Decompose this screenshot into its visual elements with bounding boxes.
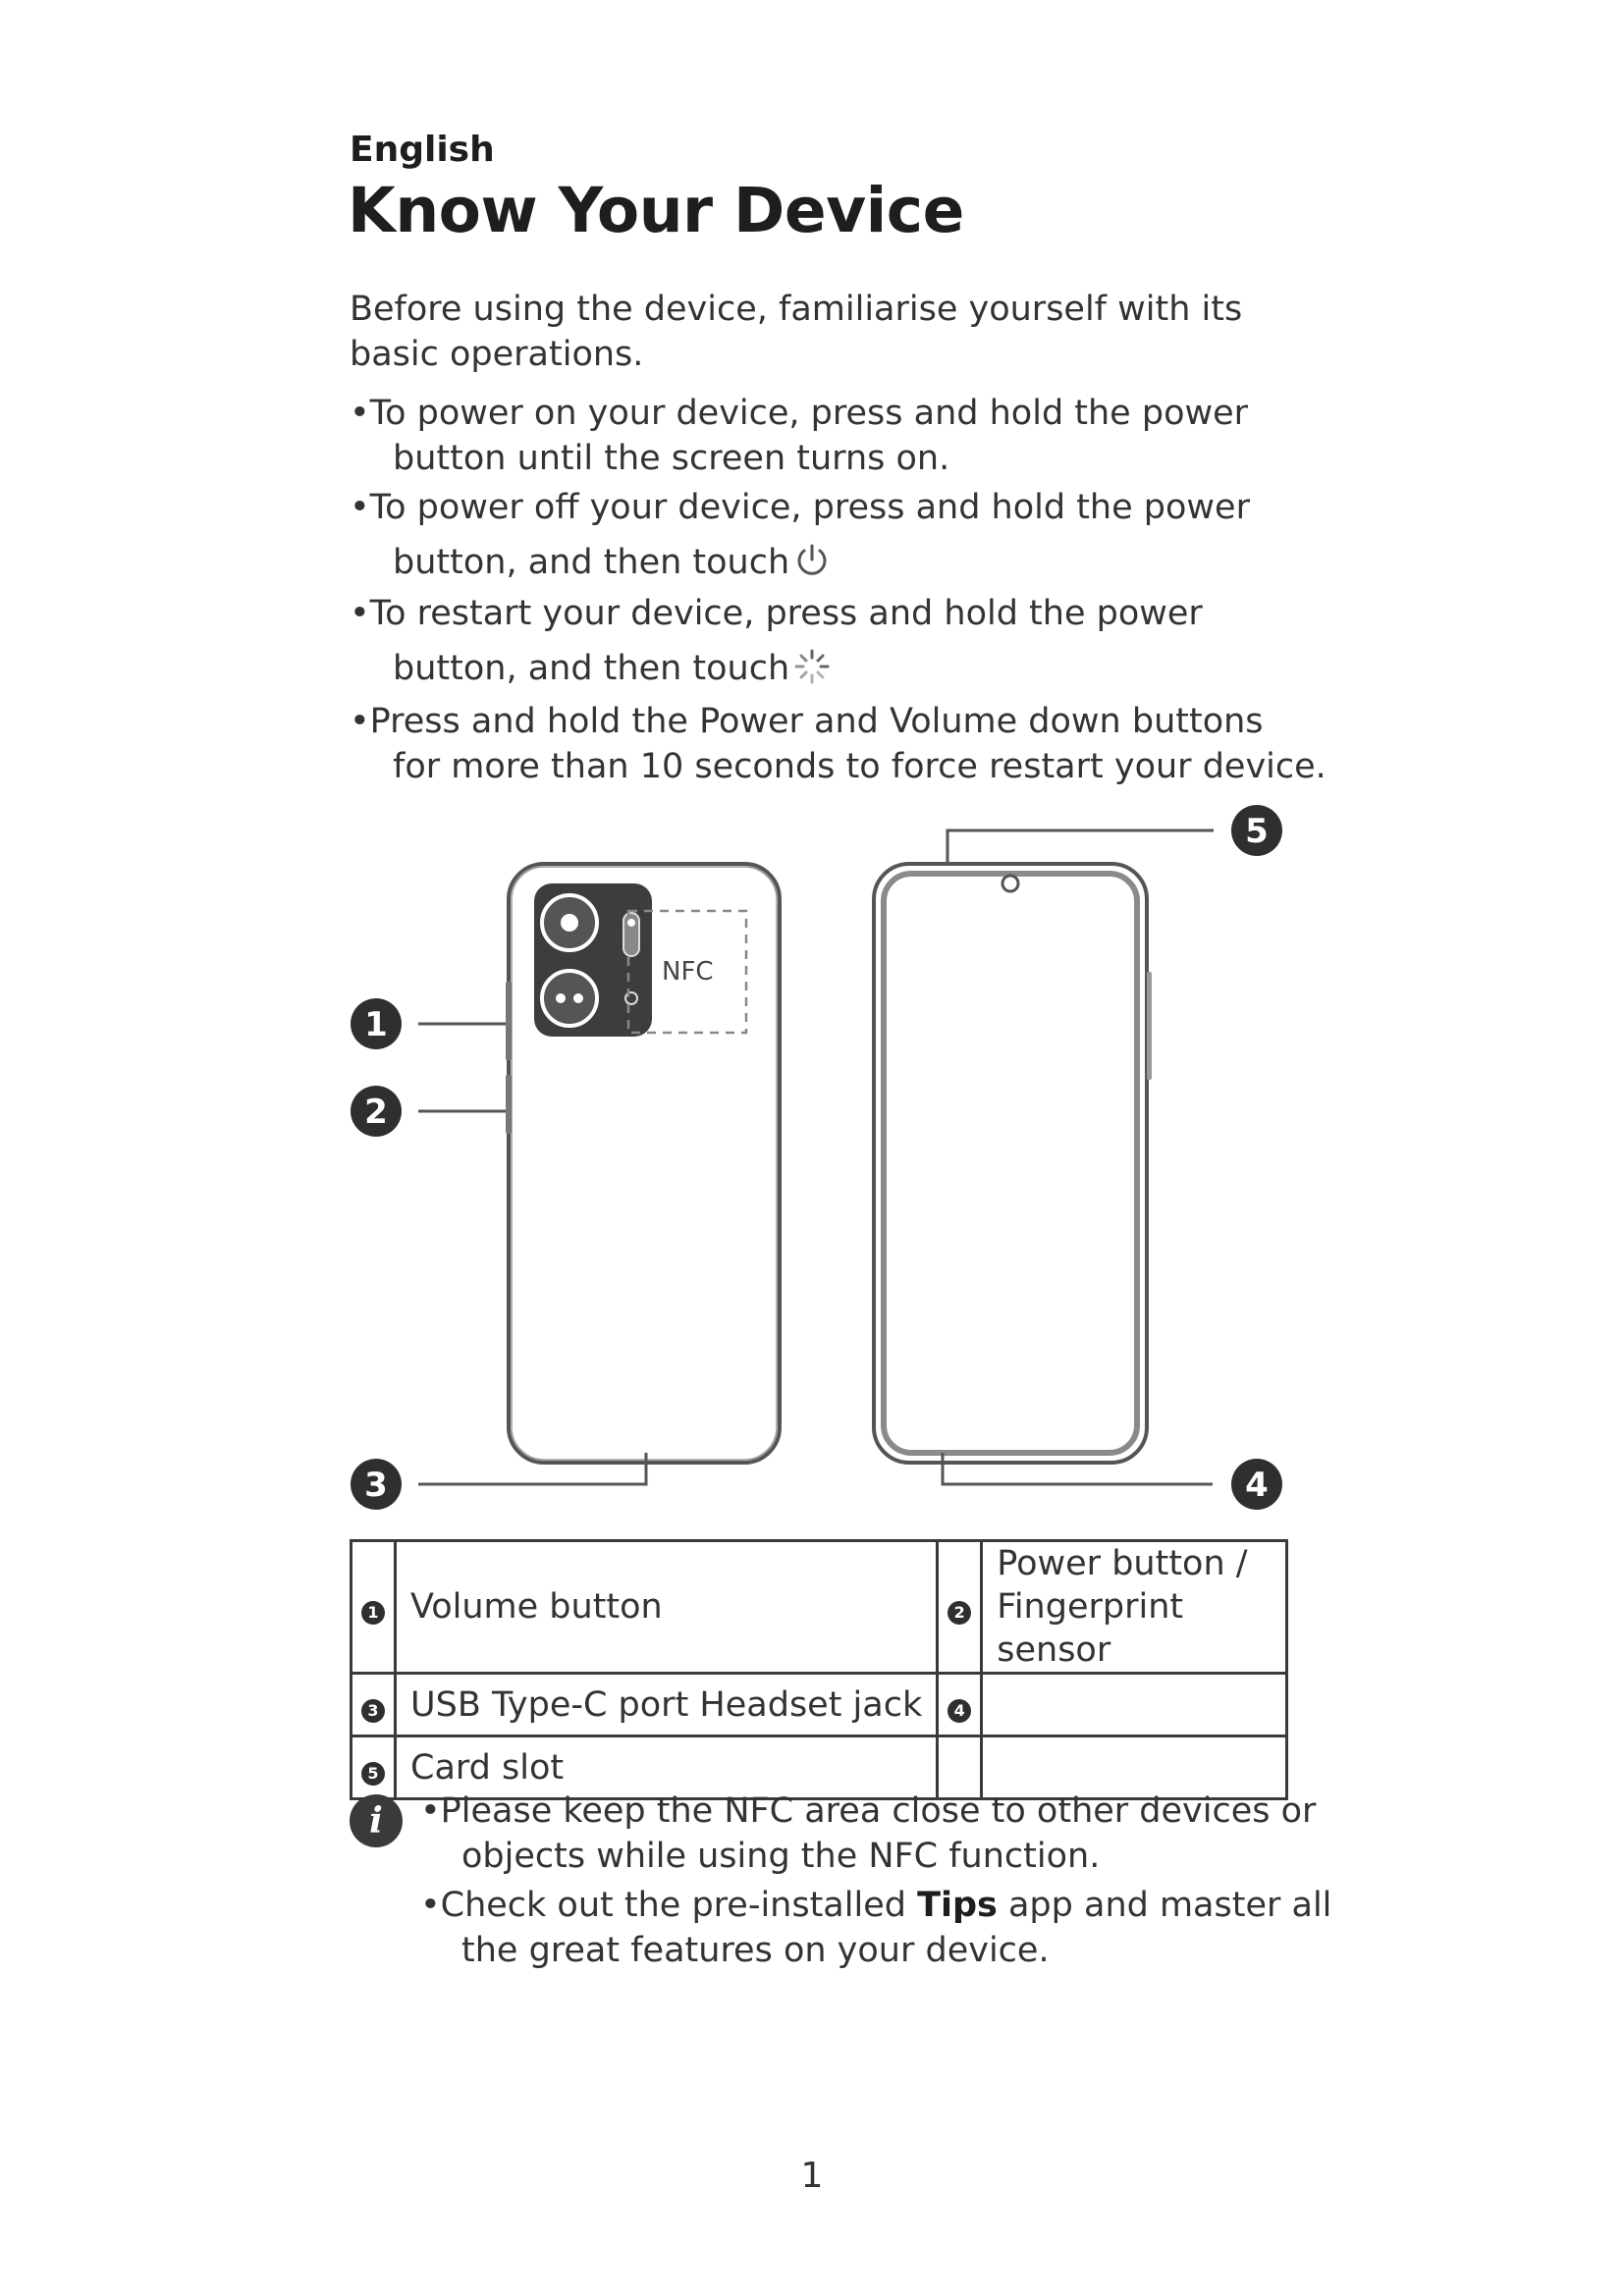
bullet-line: for more than 10 seconds to force restart your device. bbox=[393, 747, 1326, 786]
phone-front-view bbox=[874, 864, 1152, 1463]
part-label: Power button / Fingerprint sensor bbox=[982, 1541, 1287, 1674]
callout-5 bbox=[1231, 805, 1282, 856]
bullet-line: button, and then touch bbox=[393, 649, 790, 688]
parts-table bbox=[350, 1539, 1288, 1800]
device-diagram bbox=[334, 805, 1306, 1535]
note-line: objects while using the NFC function. bbox=[461, 1837, 1101, 1876]
bullet-line: •To power off your device, press and hold the power bbox=[350, 488, 1250, 527]
note-line: •Please keep the NFC area close to other devices or bbox=[420, 1791, 1317, 1831]
intro-paragraph: Before using the device, familiarise yourself with its basic operations. bbox=[350, 290, 1243, 374]
note-nfc bbox=[420, 1789, 1317, 1879]
phone-back-view bbox=[506, 864, 780, 1463]
svg-text:5: 5 bbox=[1245, 812, 1269, 851]
bullet-force-restart bbox=[350, 699, 1331, 789]
callout-2 bbox=[351, 1086, 402, 1137]
page-title: Know Your Device bbox=[348, 175, 964, 246]
part-label: Card slot bbox=[396, 1736, 938, 1799]
part-number: 5 bbox=[361, 1762, 385, 1786]
bullet-restart bbox=[350, 591, 1331, 697]
bullet-line: •Press and hold the Power and Volume down buttons bbox=[350, 702, 1264, 741]
part-label: USB Type-C port Headset jack bbox=[396, 1674, 938, 1736]
restart-icon bbox=[793, 648, 831, 697]
nfc-label: NFC bbox=[662, 957, 714, 987]
bullet-power-off bbox=[350, 485, 1331, 591]
svg-text:1: 1 bbox=[364, 1005, 388, 1044]
callout-1 bbox=[351, 998, 402, 1049]
page-number: 1 bbox=[800, 2156, 824, 2196]
bullet-line: button, and then touch bbox=[393, 543, 790, 582]
table-row bbox=[352, 1674, 1287, 1736]
part-label bbox=[982, 1674, 1287, 1736]
part-number: 3 bbox=[361, 1699, 385, 1723]
note-tips bbox=[420, 1883, 1332, 1973]
tips-app-name: Tips bbox=[917, 1886, 998, 1925]
callout-3 bbox=[351, 1459, 402, 1510]
bullet-line: •To restart your device, press and hold the power bbox=[350, 594, 1203, 633]
part-label: Volume button bbox=[396, 1541, 938, 1674]
svg-text:3: 3 bbox=[364, 1466, 388, 1505]
callout-4 bbox=[1231, 1459, 1282, 1510]
table-row bbox=[352, 1541, 1287, 1674]
part-number: 4 bbox=[947, 1699, 971, 1723]
power-icon bbox=[793, 542, 831, 591]
bullet-power-on bbox=[350, 391, 1331, 481]
bullet-line: •To power on your device, press and hold the power bbox=[350, 394, 1249, 433]
note-line: the great features on your device. bbox=[461, 1931, 1050, 1970]
note-line: •Check out the pre-installed Tips app and master all bbox=[420, 1886, 1332, 1925]
camera-module bbox=[534, 883, 652, 1037]
svg-text:4: 4 bbox=[1245, 1466, 1269, 1505]
part-number: 1 bbox=[361, 1601, 385, 1625]
svg-text:2: 2 bbox=[364, 1093, 388, 1132]
language-label: English bbox=[350, 130, 495, 170]
part-number: 2 bbox=[947, 1601, 971, 1625]
bullet-line: button until the screen turns on. bbox=[393, 439, 950, 478]
info-icon: i bbox=[350, 1794, 403, 1847]
